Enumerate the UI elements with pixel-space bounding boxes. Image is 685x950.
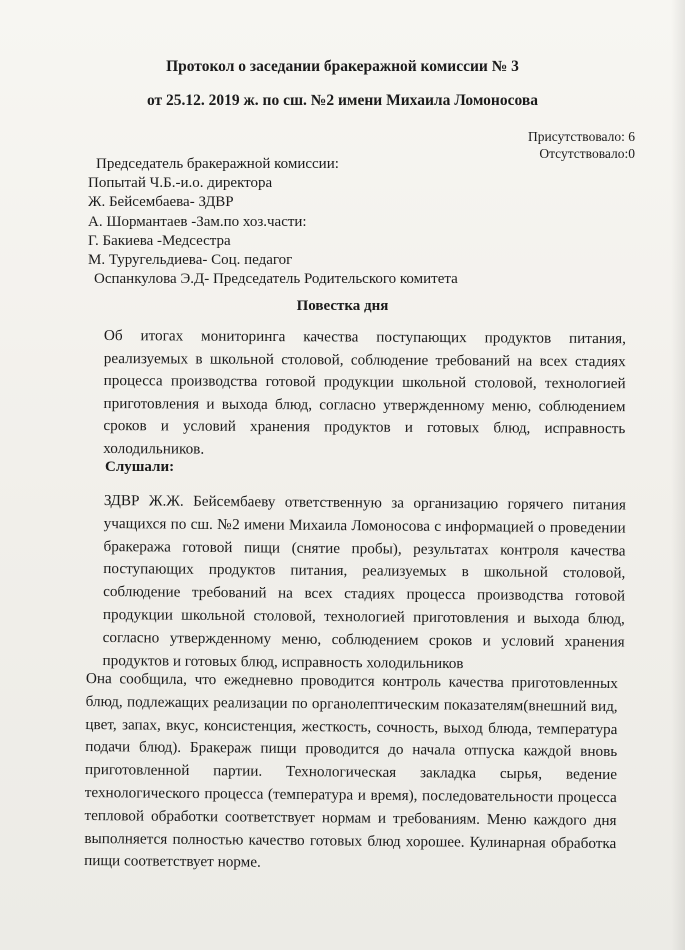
member-line: Председатель бракеражной комиссии: (96, 156, 339, 172)
commission-members-list (88, 155, 596, 289)
present-count: Присутствовало: 6 (528, 129, 635, 144)
protocol-title: Протокол о заседании бракеражной комиссии № 3 (166, 58, 519, 75)
heard-paragraph: ЗДВР Ж.Ж. Бейсембаеву ответственную за организацию горячего питания учащихся по сш. №2 имени Михаила Ломоносова с информацией о проведении бракеража готовой пищи (снятие пробы), результатах контроля качества поступающих продуктов питания, реализуемых в школьной столовой, соблюдение требований на всех стадиях процесса производства готовой продукции школьной столовой, технологией приготовления и выхода блюд, согласно утвержденному меню, соблюдением сроков и условий хранения продуктов и готовых блюд, исправность холодильников (102, 491, 626, 672)
protocol-date-line: от 25.12. 2019 ж. по сш. №2 имени Михаила Ломоносова (147, 92, 538, 109)
member-line: М. Туругельдиева- Соц. педагог (88, 252, 293, 269)
absent-count: Отсутствовало:0 (539, 146, 635, 161)
report-paragraph: Она сообщила, что ежедневно проводится контроль качества приготовленных блюд, подлежащих реализации по органолептическим показателям(внешний вид, цвет, запах, вкус, консистенция, жесткость, сочность, выход блюда, температура подачи блюд). Бракераж пищи проводится до начала отпуска каждой вновь приготовленной партии. Технологическая закладка сырья, ведение технологического процесса (температура и время), последовательности процесса тепловой обработки соответствует нормам и требованиям. Меню каждого дня выполняется полностью качество готовых блюд хорошее. Кулинарная обработка пищи соответствует норме. (84, 669, 618, 872)
agenda-paragraph: Об итогах мониторинга качества поступающих продуктов питания, реализуемых в школьной столовой, соблюдение требований на всех стадиях процесса производства готовой продукции школьной столовой, технологией приготовления и выхода блюд, согласно утвержденному меню, соблюдением сроков и условий хранения продуктов и готовых блюд, исправность холодильников. (103, 326, 626, 458)
member-line: Ж. Бейсембаева- ЗДВР (88, 194, 234, 211)
heard-heading: Слушали: (105, 459, 175, 475)
member-line: Г. Бакиева -Медсестра (88, 232, 231, 249)
agenda-heading: Повестка дня (296, 298, 389, 314)
member-line: Оспанкулова Э.Д- Председатель Родительского комитета (94, 271, 458, 288)
member-line: А. Шормантаев -Зам.по хоз.части: (88, 213, 307, 230)
member-line: Попытай Ч.Б.-и.о. директора (88, 175, 273, 192)
page-edge-shadow (671, 0, 685, 950)
